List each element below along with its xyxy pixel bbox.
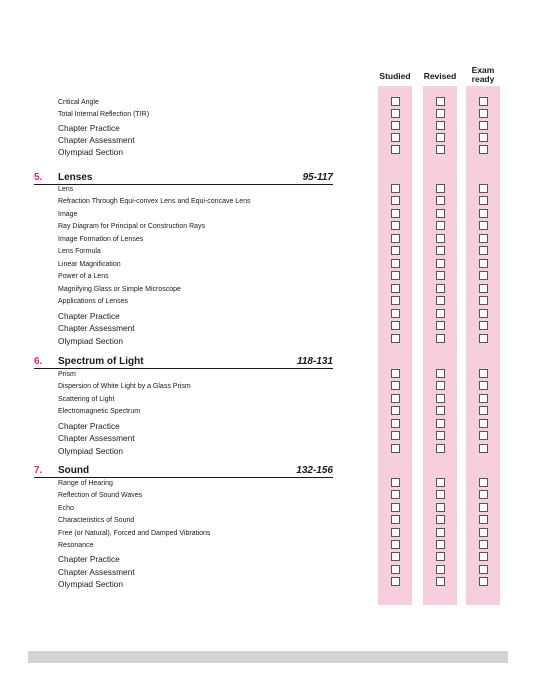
chapter-title: Spectrum of Light <box>58 356 144 367</box>
revised-checkbox[interactable] <box>436 321 445 330</box>
chapter-number: 5. <box>34 172 43 183</box>
studied-checkbox[interactable] <box>391 369 400 378</box>
exam-ready-checkbox[interactable] <box>479 565 488 574</box>
topic-label: Chapter Practice <box>58 421 120 431</box>
studied-checkbox[interactable] <box>391 444 400 453</box>
studied-checkbox[interactable] <box>391 184 400 193</box>
topic-label: Reflection of Sound Waves <box>58 492 143 499</box>
exam-ready-checkbox[interactable] <box>479 284 488 293</box>
revised-checkbox[interactable] <box>436 97 445 106</box>
revised-checkbox[interactable] <box>436 209 445 218</box>
exam-ready-checkbox[interactable] <box>479 309 488 318</box>
revised-checkbox[interactable] <box>436 577 445 586</box>
topic-label: Applications of Lenses <box>58 298 129 305</box>
studied-checkbox[interactable] <box>391 565 400 574</box>
studied-checkbox[interactable] <box>391 234 400 243</box>
exam-ready-checkbox[interactable] <box>479 381 488 390</box>
topic-label: Chapter Practice <box>58 123 120 133</box>
studied-checkbox[interactable] <box>391 284 400 293</box>
exam-ready-checkbox[interactable] <box>479 321 488 330</box>
chapter-title: Lenses <box>58 172 93 183</box>
topic-label: Refraction Through Equi-convex Lens and Equi-concave Lens <box>58 198 251 205</box>
studied-checkbox[interactable] <box>391 394 400 403</box>
studied-checkbox[interactable] <box>391 296 400 305</box>
topic-label: Critical Angle <box>58 99 99 106</box>
revised-checkbox[interactable] <box>436 121 445 130</box>
revised-header: Revised <box>423 71 457 81</box>
chapter-divider <box>34 368 333 369</box>
studied-checkbox[interactable] <box>391 478 400 487</box>
chapter-number: 7. <box>34 465 43 476</box>
chapter-pages: 118-131 <box>297 356 333 367</box>
revised-checkbox[interactable] <box>436 419 445 428</box>
revised-checkbox[interactable] <box>436 515 445 524</box>
chapter-number: 6. <box>34 356 43 367</box>
studied-checkbox[interactable] <box>391 431 400 440</box>
topic-label: Olympiad Section <box>58 446 124 456</box>
studied-checkbox[interactable] <box>391 121 400 130</box>
exam-ready-checkbox[interactable] <box>479 394 488 403</box>
topic-label: Dispersion of White Light by a Glass Prism <box>58 383 191 390</box>
topic-label: Electromagnetic Spectrum <box>58 408 141 415</box>
revised-checkbox[interactable] <box>436 406 445 415</box>
topic-label: Scattering of Light <box>58 396 115 403</box>
topic-label: Olympiad Section <box>58 579 124 589</box>
studied-checkbox[interactable] <box>391 221 400 230</box>
exam-ready-checkbox[interactable] <box>479 490 488 499</box>
chapter-divider <box>34 477 333 478</box>
revised-checkbox[interactable] <box>436 184 445 193</box>
revised-checkbox[interactable] <box>436 296 445 305</box>
revised-checkbox[interactable] <box>436 109 445 118</box>
exam-ready-checkbox[interactable] <box>479 234 488 243</box>
studied-checkbox[interactable] <box>391 503 400 512</box>
studied-checkbox[interactable] <box>391 515 400 524</box>
exam-ready-checkbox[interactable] <box>479 184 488 193</box>
studied-checkbox[interactable] <box>391 209 400 218</box>
exam-ready-checkbox[interactable] <box>479 246 488 255</box>
revised-checkbox[interactable] <box>436 196 445 205</box>
studied-checkbox[interactable] <box>391 109 400 118</box>
topic-label: Range of Hearing <box>58 480 113 487</box>
topic-label: Chapter Practice <box>58 554 120 564</box>
topic-label: Power of a Lens <box>58 273 109 280</box>
studied-checkbox[interactable] <box>391 259 400 268</box>
exam-ready-checkbox[interactable] <box>479 97 488 106</box>
topic-label: Echo <box>58 505 74 512</box>
revised-checkbox[interactable] <box>436 503 445 512</box>
topic-label: Lens <box>58 186 74 193</box>
revised-checkbox[interactable] <box>436 528 445 537</box>
studied-checkbox[interactable] <box>391 309 400 318</box>
revised-checkbox[interactable] <box>436 221 445 230</box>
revised-checkbox[interactable] <box>436 444 445 453</box>
topic-label: Chapter Practice <box>58 311 120 321</box>
revised-checkbox[interactable] <box>436 565 445 574</box>
studied-checkbox[interactable] <box>391 334 400 343</box>
topic-label: Olympiad Section <box>58 147 124 157</box>
revised-checkbox[interactable] <box>436 145 445 154</box>
topic-label: Resonance <box>58 542 94 549</box>
revised-checkbox[interactable] <box>436 552 445 561</box>
studied-checkbox[interactable] <box>391 246 400 255</box>
studied-checkbox[interactable] <box>391 490 400 499</box>
topic-label: Chapter Assessment <box>58 567 135 577</box>
topic-label: Chapter Assessment <box>58 433 135 443</box>
revised-checkbox[interactable] <box>436 246 445 255</box>
exam-ready-checkbox[interactable] <box>479 209 488 218</box>
footer-bar <box>28 651 508 663</box>
revised-checkbox[interactable] <box>436 133 445 142</box>
studied-checkbox[interactable] <box>391 133 400 142</box>
exam-ready-checkbox[interactable] <box>479 503 488 512</box>
chapter-divider <box>34 184 333 185</box>
topic-label: Magnifying Glass or Simple Microscope <box>58 286 181 293</box>
topic-label: Free (or Natural), Forced and Damped Vibrations <box>58 530 211 537</box>
chapter-pages: 132-156 <box>296 465 333 476</box>
exam-ready-checkbox[interactable] <box>479 406 488 415</box>
revised-checkbox[interactable] <box>436 369 445 378</box>
topic-label: Image <box>58 211 78 218</box>
studied-checkbox[interactable] <box>391 271 400 280</box>
revised-checkbox[interactable] <box>436 284 445 293</box>
exam-ready-checkbox[interactable] <box>479 478 488 487</box>
revised-checkbox[interactable] <box>436 490 445 499</box>
exam-ready-checkbox[interactable] <box>479 540 488 549</box>
revised-checkbox[interactable] <box>436 234 445 243</box>
exam-ready-checkbox[interactable] <box>479 334 488 343</box>
exam-ready-checkbox[interactable] <box>479 196 488 205</box>
exam-ready-checkbox[interactable] <box>479 145 488 154</box>
studied-checkbox[interactable] <box>391 145 400 154</box>
exam-ready-checkbox[interactable] <box>479 444 488 453</box>
revised-checkbox[interactable] <box>436 478 445 487</box>
exam-ready-checkbox[interactable] <box>479 296 488 305</box>
topic-label: Characteristics of Sound <box>58 517 135 524</box>
exam-ready-checkbox[interactable] <box>479 515 488 524</box>
exam-ready-header-line1: Exam <box>471 65 495 75</box>
studied-checkbox[interactable] <box>391 528 400 537</box>
exam-ready-checkbox[interactable] <box>479 221 488 230</box>
topic-label: Total Internal Reflection (TIR) <box>58 111 150 118</box>
revised-checkbox[interactable] <box>436 259 445 268</box>
exam-ready-checkbox[interactable] <box>479 369 488 378</box>
exam-ready-checkbox[interactable] <box>479 271 488 280</box>
revised-checkbox[interactable] <box>436 431 445 440</box>
exam-ready-header <box>458 66 508 84</box>
topic-label: Chapter Assessment <box>58 135 135 145</box>
exam-ready-checkbox[interactable] <box>479 259 488 268</box>
topic-label: Chapter Assessment <box>58 323 135 333</box>
exam-ready-checkbox[interactable] <box>479 431 488 440</box>
studied-checkbox[interactable] <box>391 381 400 390</box>
topic-label: Prism <box>58 371 76 378</box>
topic-label: Olympiad Section <box>58 336 124 346</box>
exam-ready-checkbox[interactable] <box>479 121 488 130</box>
topic-label: Linear Magnification <box>58 261 121 268</box>
revised-checkbox[interactable] <box>436 271 445 280</box>
exam-ready-checkbox[interactable] <box>479 552 488 561</box>
topic-label: Ray Diagram for Principal or Construction Rays <box>58 223 206 230</box>
exam-ready-checkbox[interactable] <box>479 109 488 118</box>
studied-checkbox[interactable] <box>391 406 400 415</box>
studied-checkbox[interactable] <box>391 196 400 205</box>
exam-ready-checkbox[interactable] <box>479 528 488 537</box>
studied-checkbox[interactable] <box>391 321 400 330</box>
revised-checkbox[interactable] <box>436 334 445 343</box>
topic-label: Image Formation of Lenses <box>58 236 144 243</box>
studied-checkbox[interactable] <box>391 552 400 561</box>
studied-checkbox[interactable] <box>391 540 400 549</box>
chapter-pages: 95-117 <box>302 172 333 183</box>
topic-label: Lens Formula <box>58 248 101 255</box>
revised-checkbox[interactable] <box>436 540 445 549</box>
studied-checkbox[interactable] <box>391 97 400 106</box>
exam-ready-checkbox[interactable] <box>479 419 488 428</box>
revised-checkbox[interactable] <box>436 309 445 318</box>
studied-header: Studied <box>379 71 411 81</box>
revised-checkbox[interactable] <box>436 381 445 390</box>
exam-ready-header-line2: ready <box>471 74 495 84</box>
revised-checkbox[interactable] <box>436 394 445 403</box>
chapter-title: Sound <box>58 465 90 476</box>
exam-ready-checkbox[interactable] <box>479 577 488 586</box>
studied-checkbox[interactable] <box>391 419 400 428</box>
studied-checkbox[interactable] <box>391 577 400 586</box>
exam-ready-checkbox[interactable] <box>479 133 488 142</box>
